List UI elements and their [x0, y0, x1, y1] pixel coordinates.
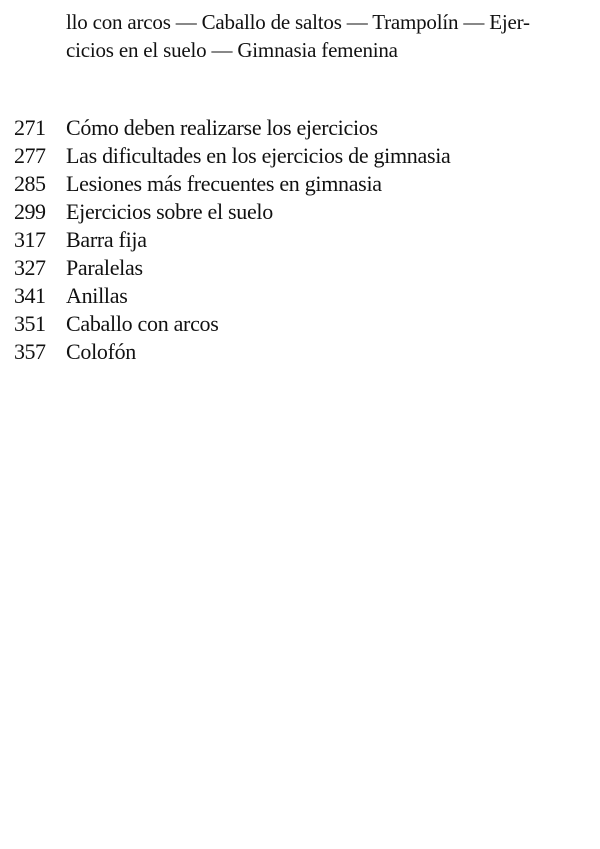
toc-page-number: 357 — [14, 339, 46, 364]
toc-entry — [14, 142, 451, 170]
toc-page-number: 299 — [14, 199, 46, 224]
toc-page-number: 285 — [14, 171, 46, 196]
toc-page-number: 271 — [14, 115, 46, 140]
toc-entry — [14, 338, 451, 366]
toc-page-number: 327 — [14, 255, 46, 280]
toc-page-number: 341 — [14, 283, 46, 308]
subtopics-line: llo con arcos — Caballo de saltos — Trampolín — Ejer- — [66, 10, 530, 34]
subtopics-line: cicios en el suelo — Gimnasia femenina — [66, 38, 398, 62]
chapter-subtopics-text — [66, 8, 582, 64]
toc-entry-title: Colofón — [66, 339, 137, 364]
toc-page-number: 317 — [14, 227, 46, 252]
toc-entry-title: Ejercicios sobre el suelo — [66, 199, 273, 224]
toc-entry — [14, 226, 451, 254]
toc-entry-title: Barra fija — [66, 227, 147, 252]
toc-entry — [14, 170, 451, 198]
toc-entry — [14, 254, 451, 282]
toc-entry — [14, 310, 451, 338]
toc-entry-title: Las dificultades en los ejercicios de gimnasia — [66, 143, 451, 168]
toc-entry — [14, 114, 451, 142]
toc-entry-title: Anillas — [66, 283, 128, 308]
toc-entry-title: Lesiones más frecuentes en gimnasia — [66, 171, 382, 196]
table-of-contents — [14, 114, 451, 366]
toc-entry-title: Cómo deben realizarse los ejercicios — [66, 115, 378, 140]
toc-page-number: 351 — [14, 311, 46, 336]
toc-entry-title: Caballo con arcos — [66, 311, 219, 336]
toc-entry — [14, 282, 451, 310]
toc-page-number: 277 — [14, 143, 46, 168]
toc-entry-title: Paralelas — [66, 255, 143, 280]
toc-entry — [14, 198, 451, 226]
